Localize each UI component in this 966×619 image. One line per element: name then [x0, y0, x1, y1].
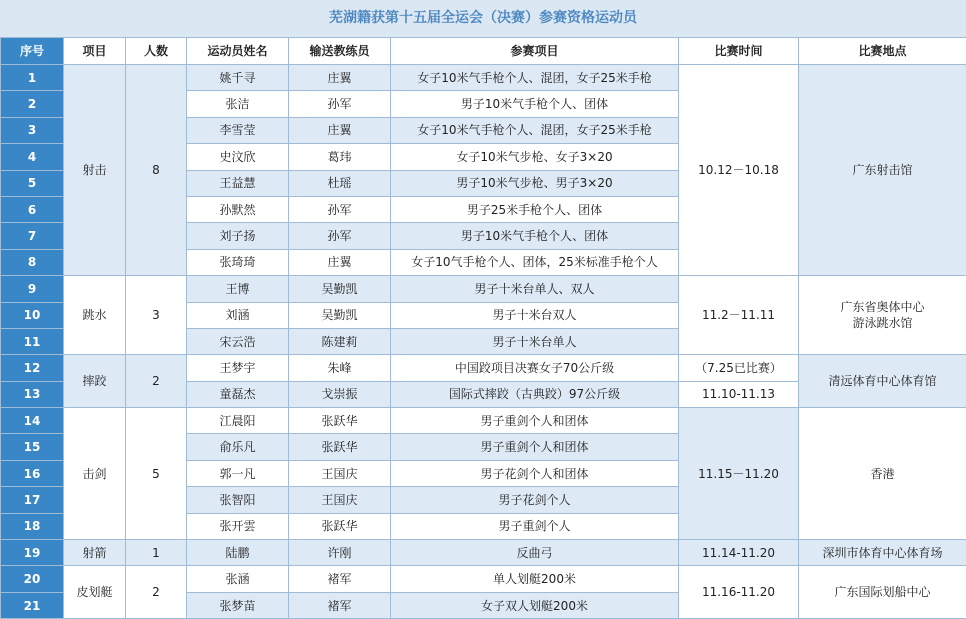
coach-name: 张跃华	[289, 434, 391, 460]
count-cell: 3	[126, 276, 187, 355]
event-cell: 男子10米气手枪个人、团体	[391, 223, 679, 249]
row-number: 7	[1, 223, 64, 249]
time-cell: （7.25已比赛）	[679, 355, 799, 381]
row-number: 18	[1, 513, 64, 539]
coach-name: 庄翼	[289, 117, 391, 143]
row-number: 13	[1, 381, 64, 407]
coach-name: 孙军	[289, 196, 391, 222]
athlete-name: 张涵	[187, 566, 289, 592]
sport-cell: 摔跤	[64, 355, 126, 408]
event-cell: 中国跤项目决赛女子70公斤级	[391, 355, 679, 381]
athlete-name: 张梦苗	[187, 592, 289, 618]
coach-name: 张跃华	[289, 408, 391, 434]
header-no: 序号	[1, 38, 64, 65]
athlete-name: 姚千寻	[187, 65, 289, 91]
row-number: 12	[1, 355, 64, 381]
count-cell: 5	[126, 408, 187, 540]
time-cell: 11.14-11.20	[679, 540, 799, 566]
count-cell: 8	[126, 65, 187, 276]
athlete-name: 陆鹏	[187, 540, 289, 566]
row-number: 11	[1, 328, 64, 354]
athlete-name: 刘子扬	[187, 223, 289, 249]
coach-name: 朱峰	[289, 355, 391, 381]
row-number: 6	[1, 196, 64, 222]
athlete-name: 张智阳	[187, 487, 289, 513]
venue-cell: 深圳市体育中心体育场	[799, 540, 966, 566]
athlete-name: 李雪莹	[187, 117, 289, 143]
coach-name: 许刚	[289, 540, 391, 566]
header-venue: 比赛地点	[799, 38, 966, 65]
count-cell: 2	[126, 355, 187, 408]
header-count: 人数	[126, 38, 187, 65]
event-cell: 女子10气手枪个人、团体，25米标准手枪个人	[391, 249, 679, 275]
athlete-name: 王博	[187, 276, 289, 302]
event-cell: 女子10米气手枪个人、混团，女子25米手枪	[391, 117, 679, 143]
event-cell: 国际式摔跤（古典跤）97公斤级	[391, 381, 679, 407]
coach-name: 孙军	[289, 223, 391, 249]
row-number: 8	[1, 249, 64, 275]
event-cell: 单人划艇200米	[391, 566, 679, 592]
header-event: 参赛项目	[391, 38, 679, 65]
sport-cell: 跳水	[64, 276, 126, 355]
row-number: 4	[1, 144, 64, 170]
table-row	[1, 408, 966, 434]
coach-name: 吴勤凯	[289, 276, 391, 302]
row-number: 5	[1, 170, 64, 196]
coach-name: 陈建莉	[289, 328, 391, 354]
event-cell: 男子十米台双人	[391, 302, 679, 328]
venue-cell: 广东国际划船中心	[799, 566, 966, 619]
table-row	[1, 566, 966, 592]
sheet-title: 芜湖籍获第十五届全运会（决赛）参赛资格运动员	[0, 0, 966, 37]
row-number: 9	[1, 276, 64, 302]
event-cell: 女子10米气步枪、女子3×20	[391, 144, 679, 170]
sport-cell: 击剑	[64, 408, 126, 540]
row-number: 19	[1, 540, 64, 566]
event-cell: 男子花剑个人	[391, 487, 679, 513]
event-cell: 男子10米气步枪、男子3×20	[391, 170, 679, 196]
event-cell: 女子10米气手枪个人、混团，女子25米手枪	[391, 65, 679, 91]
time-cell: 11.16-11.20	[679, 566, 799, 619]
event-cell: 男子重剑个人和团体	[391, 434, 679, 460]
table-row	[1, 276, 966, 302]
row-number: 16	[1, 460, 64, 486]
athlete-name: 张开雲	[187, 513, 289, 539]
event-cell: 反曲弓	[391, 540, 679, 566]
event-cell: 男子重剑个人和团体	[391, 408, 679, 434]
table-row	[1, 65, 966, 91]
venue-cell	[799, 276, 966, 355]
count-cell: 2	[126, 566, 187, 619]
athlete-name: 刘涵	[187, 302, 289, 328]
row-number: 3	[1, 117, 64, 143]
athlete-name: 俞乐凡	[187, 434, 289, 460]
header-name: 运动员姓名	[187, 38, 289, 65]
row-number: 21	[1, 592, 64, 618]
header-coach: 输送教练员	[289, 38, 391, 65]
row-number: 17	[1, 487, 64, 513]
sport-cell: 皮划艇	[64, 566, 126, 619]
athlete-name: 王梦宇	[187, 355, 289, 381]
athlete-name: 江晨阳	[187, 408, 289, 434]
coach-name: 葛玮	[289, 144, 391, 170]
header-row	[1, 38, 966, 65]
event-cell: 女子双人划艇200米	[391, 592, 679, 618]
coach-name: 张跃华	[289, 513, 391, 539]
coach-name: 杜瑶	[289, 170, 391, 196]
row-number: 14	[1, 408, 64, 434]
athlete-name: 张洁	[187, 91, 289, 117]
event-cell: 男子重剑个人	[391, 513, 679, 539]
athlete-name: 王益慧	[187, 170, 289, 196]
coach-name: 吴勤凯	[289, 302, 391, 328]
event-cell: 男子25米手枪个人、团体	[391, 196, 679, 222]
venue-cell: 清远体育中心体育馆	[799, 355, 966, 408]
row-number: 1	[1, 65, 64, 91]
time-cell: 11.15－11.20	[679, 408, 799, 540]
athlete-name: 张琦琦	[187, 249, 289, 275]
table-row	[1, 355, 966, 381]
time-cell: 11.2－11.11	[679, 276, 799, 355]
venue-cell: 香港	[799, 408, 966, 540]
event-cell: 男子花剑个人和团体	[391, 460, 679, 486]
time-cell: 11.10-11.13	[679, 381, 799, 407]
event-cell: 男子10米气手枪个人、团体	[391, 91, 679, 117]
header-time: 比赛时间	[679, 38, 799, 65]
coach-name: 王国庆	[289, 487, 391, 513]
event-cell: 男子十米台单人、双人	[391, 276, 679, 302]
venue-cell: 广东射击馆	[799, 65, 966, 276]
athlete-name: 史汶欣	[187, 144, 289, 170]
table-row	[1, 540, 966, 566]
header-sport: 项目	[64, 38, 126, 65]
coach-name: 庄翼	[289, 65, 391, 91]
venue-line: 广东省奥体中心 游泳跳水馆	[840, 300, 924, 330]
sport-cell: 射击	[64, 65, 126, 276]
coach-name: 王国庆	[289, 460, 391, 486]
row-number: 15	[1, 434, 64, 460]
coach-name: 孙军	[289, 91, 391, 117]
coach-name: 庄翼	[289, 249, 391, 275]
sport-cell: 射箭	[64, 540, 126, 566]
coach-name: 褚军	[289, 566, 391, 592]
row-number: 2	[1, 91, 64, 117]
coach-name: 戈崇振	[289, 381, 391, 407]
athlete-name: 童磊杰	[187, 381, 289, 407]
coach-name: 褚军	[289, 592, 391, 618]
athlete-name: 孙默然	[187, 196, 289, 222]
athlete-name: 郭一凡	[187, 460, 289, 486]
athlete-name: 宋云浩	[187, 328, 289, 354]
time-cell: 10.12－10.18	[679, 65, 799, 276]
row-number: 10	[1, 302, 64, 328]
athletes-table	[0, 37, 966, 619]
count-cell: 1	[126, 540, 187, 566]
row-number: 20	[1, 566, 64, 592]
event-cell: 男子十米台单人	[391, 328, 679, 354]
